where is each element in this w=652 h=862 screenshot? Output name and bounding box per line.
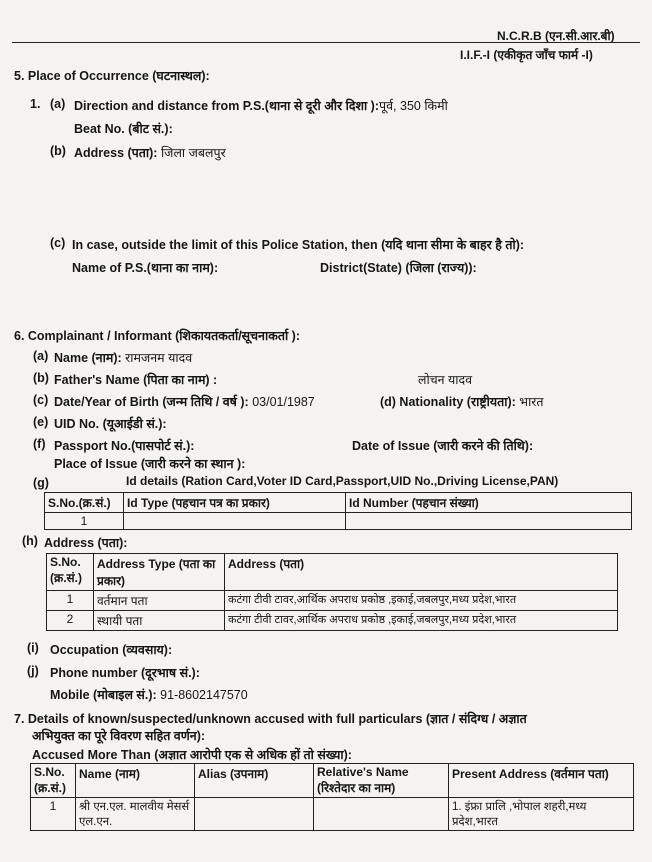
- cell-id-number: [346, 513, 632, 530]
- col-sno: S.No. (क्र.सं.): [31, 764, 76, 798]
- col-sno: S.No. (क्र.सं.): [47, 554, 94, 591]
- cell-sno: 2: [47, 611, 94, 631]
- cell-address-type: वर्तमान पता: [94, 591, 225, 611]
- cell-address: कटंगा टीवी टावर,आर्थिक अपराध प्रकोष्ठ ,इकाई,जबलपुर,मध्य प्रदेश,भारत: [225, 611, 618, 631]
- s6-a-marker: (a): [33, 349, 49, 363]
- direction-distance-label: Direction and distance from P.S.(थाना से दूरी और दिशा ):: [74, 99, 379, 113]
- accused-more-than-label: Accused More Than (अज्ञात आरोपी एक से अधिक हों तो संख्या):: [32, 748, 352, 762]
- id-details-table: [44, 492, 632, 530]
- col-alias: Alias (उपनाम): [195, 764, 314, 798]
- col-address: Address (पता): [225, 554, 618, 591]
- table-row: [31, 798, 634, 831]
- s6-j-marker: (j): [27, 664, 39, 678]
- col-relative-name: Relative's Name (रिश्तेदार का नाम): [314, 764, 449, 798]
- ps-name-label: Name of P.S.(थाना का नाम):: [72, 261, 219, 275]
- cell-address: कटंगा टीवी टावर,आर्थिक अपराध प्रकोष्ठ ,इकाई,जबलपुर,मध्य प्रदेश,भारत: [225, 591, 618, 611]
- beat-no-label: Beat No. (बीट सं.):: [74, 122, 173, 136]
- outside-limit-label: In case, outside the limit of this Police Station, then (यदि थाना सीमा के बाहर है तो):: [72, 238, 525, 252]
- s6-h-marker: (h): [22, 534, 38, 548]
- place-of-issue-label: Place of Issue (जारी करने का स्थान ):: [54, 457, 246, 471]
- iif-header: I.I.F.-I (एकीकृत जाँच फार्म -I): [460, 48, 593, 62]
- father-name-value: लोचन यादव: [418, 373, 473, 387]
- address-label: Address (पता):: [74, 146, 158, 160]
- address-value: जिला जबलपुर: [160, 146, 226, 160]
- cell-relative-name: [314, 798, 449, 831]
- nationality-value: भारत: [519, 395, 544, 409]
- direction-distance-field: [74, 97, 448, 114]
- section-7-title-cont: अभियुक्त का पूरे विवरण सहित वर्णन):: [32, 729, 206, 743]
- section-6-title: 6. Complainant / Informant (शिकायतकर्ता/सूचनाकर्ता ):: [14, 329, 300, 343]
- date-of-issue-label: Date of Issue (जारी करने की तिथि):: [352, 439, 534, 453]
- s6-g-marker: (g): [33, 476, 49, 490]
- s6-b-marker: (b): [33, 371, 49, 385]
- address-table: [46, 553, 618, 631]
- section-7-title: 7. Details of known/suspected/unknown accused with full particulars (ज्ञात / संदिग्ध / अज्ञात: [14, 712, 527, 726]
- s6-c-marker: (c): [33, 393, 49, 407]
- uid-label: UID No. (यूआईडी सं.):: [54, 417, 167, 431]
- table-header-row: [47, 554, 618, 591]
- cell-id-type: [124, 513, 346, 530]
- table-row: [45, 513, 632, 530]
- accused-table: [30, 763, 634, 831]
- col-present-address: Present Address (वर्तमान पता): [449, 764, 634, 798]
- district-state-label: District(State) (जिला (राज्य)):: [320, 261, 477, 275]
- col-id-type: Id Type (पहचान पत्र का प्रकार): [124, 493, 346, 513]
- mobile-field: [50, 686, 248, 703]
- address-field: [74, 144, 226, 161]
- cell-alias: [195, 798, 314, 831]
- id-details-label: Id details (Ration Card,Voter ID Card,Passport,UID No.,Driving License,PAN): [126, 474, 559, 488]
- complainant-name-field: [54, 349, 192, 366]
- col-name: Name (नाम): [76, 764, 195, 798]
- passport-label: Passport No.(पासपोर्ट सं.):: [54, 439, 195, 453]
- father-name-label: Father's Name (पिता का नाम) :: [54, 373, 218, 387]
- table-row: [47, 611, 618, 631]
- mobile-value: 91-8602147570: [160, 688, 248, 702]
- s6-i-marker: (i): [27, 641, 39, 655]
- s5-a-marker: (a): [50, 97, 66, 111]
- col-address-type: Address Type (पता का प्रकार): [94, 554, 225, 591]
- cell-sno: 1: [47, 591, 94, 611]
- s6-e-marker: (e): [33, 415, 49, 429]
- dob-value: 03/01/1987: [252, 395, 315, 409]
- cell-sno: 1: [45, 513, 124, 530]
- cell-sno: 1: [31, 798, 76, 831]
- table-row: [47, 591, 618, 611]
- occupation-label: Occupation (व्यवसाय):: [50, 643, 173, 657]
- cell-address-type: स्थायी पता: [94, 611, 225, 631]
- col-id-number: Id Number (पहचान संख्या): [346, 493, 632, 513]
- direction-distance-value: पूर्व, 350 किमी: [379, 99, 448, 113]
- nationality-field: [380, 393, 544, 410]
- s5-c-marker: (c): [50, 236, 66, 250]
- complainant-name-value: रामजनम यादव: [125, 351, 193, 365]
- dob-field: [54, 393, 315, 410]
- mobile-label: Mobile (मोबाइल सं.):: [50, 688, 157, 702]
- cell-name: श्री एन.एल. मालवीय मेसर्स एल.एन.: [76, 798, 195, 831]
- nationality-label: (d) Nationality (राष्ट्रीयता):: [380, 395, 516, 409]
- col-sno: S.No.(क्र.सं.): [45, 493, 124, 513]
- s6-f-marker: (f): [33, 437, 46, 451]
- section-5-title: 5. Place of Occurrence (घटनास्थल):: [14, 69, 210, 83]
- s5-num-1: 1.: [30, 97, 41, 111]
- phone-label: Phone number (दूरभाष सं.):: [50, 666, 200, 680]
- s5-b-marker: (b): [50, 144, 66, 158]
- cell-present-address: 1. इंफ्रा प्रालि ,भोपाल शहरी,मध्य प्रदेश,भारत: [449, 798, 634, 831]
- complainant-name-label: Name (नाम):: [54, 351, 122, 365]
- table-header-row: [45, 493, 632, 513]
- ncrb-header: N.C.R.B (एन.सी.आर.बी): [497, 29, 615, 43]
- dob-label: Date/Year of Birth (जन्म तिथि / वर्ष ):: [54, 395, 249, 409]
- address-section-label: Address (पता):: [44, 536, 128, 550]
- header-rule: [12, 42, 640, 43]
- table-header-row: [31, 764, 634, 798]
